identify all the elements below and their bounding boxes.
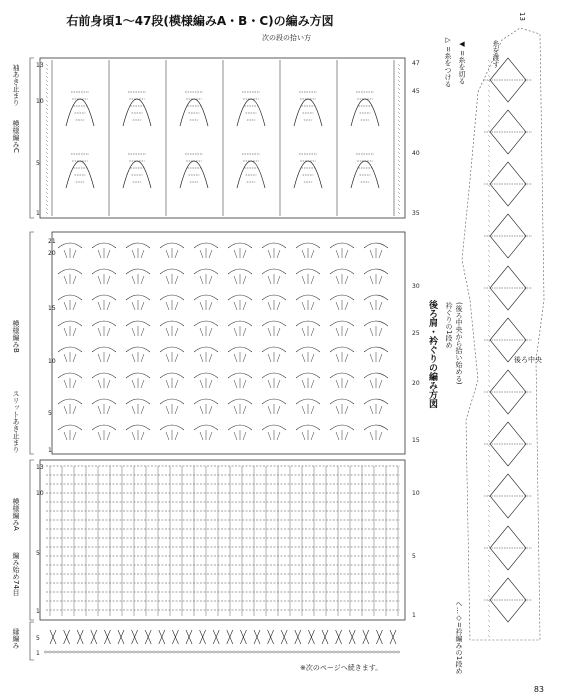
yoke-chain-mark xyxy=(488,350,490,352)
yoke-chain-mark xyxy=(488,370,490,372)
yoke-chain-mark xyxy=(488,410,490,412)
yoke-chain-mark xyxy=(488,405,490,407)
yoke-start-note: へ…◇=衿編みの1段め xyxy=(455,600,463,675)
yoke-chain-mark xyxy=(488,600,490,602)
yoke-chain-mark xyxy=(488,485,490,487)
yoke-chain-mark xyxy=(488,635,490,637)
yoke-chain-mark xyxy=(488,380,490,382)
yoke-chain-mark xyxy=(488,545,490,547)
row-number: 20 xyxy=(48,250,56,257)
page-title: 右前身頃1〜47段(模様編みA・B・C)の編み方図 xyxy=(66,14,334,28)
yoke-chain-mark xyxy=(488,195,490,197)
yoke-chain-mark xyxy=(488,340,490,342)
yoke-chain-mark xyxy=(488,515,490,517)
row-number: 1 xyxy=(36,608,40,615)
legend-join-yarn: ▷ =糸をつける xyxy=(444,36,452,88)
label-edging: 縁編み xyxy=(12,628,20,649)
yoke-chain-mark xyxy=(488,615,490,617)
yoke-chain-mark xyxy=(488,335,490,337)
yoke-chain-mark xyxy=(488,100,490,102)
yoke-chain-mark xyxy=(488,80,490,82)
yoke-chain-mark xyxy=(488,70,490,72)
yoke-chain-mark xyxy=(488,605,490,607)
yoke-chain-mark xyxy=(488,250,490,252)
yoke-chain-mark xyxy=(488,305,490,307)
yoke-chain-mark xyxy=(488,390,490,392)
yoke-chain-mark xyxy=(488,385,490,387)
yoke-chain-mark xyxy=(488,420,490,422)
row-number: 1 xyxy=(36,210,40,217)
yoke-chain-mark xyxy=(488,570,490,572)
yoke-chain-mark xyxy=(488,240,490,242)
yoke-chain-mark xyxy=(488,455,490,457)
yoke-chain-mark xyxy=(488,470,490,472)
yoke-chain-mark xyxy=(488,490,490,492)
yoke-chain-mark xyxy=(488,210,490,212)
yoke-chain-mark xyxy=(488,445,490,447)
row-number: 35 xyxy=(412,210,420,217)
yoke-yarn-label: 糸を渡す xyxy=(492,40,500,68)
yoke-chain-mark xyxy=(488,165,490,167)
yoke-chain-mark xyxy=(488,200,490,202)
yoke-chain-mark xyxy=(488,450,490,452)
row-number: 10 xyxy=(36,490,44,497)
row-number: 40 xyxy=(412,150,420,157)
yoke-chain-mark xyxy=(488,295,490,297)
yoke-chain-mark xyxy=(488,595,490,597)
yoke-chain-mark xyxy=(488,280,490,282)
yoke-row1-detail: (後ろ中央から拾い始める) xyxy=(455,302,463,385)
yoke-chain-mark xyxy=(488,440,490,442)
yoke-chain-mark xyxy=(488,75,490,77)
yoke-chain-mark xyxy=(488,170,490,172)
yoke-chain-mark xyxy=(488,360,490,362)
yoke-chain-mark xyxy=(488,315,490,317)
yoke-chain-mark xyxy=(488,395,490,397)
row-number: 15 xyxy=(48,305,56,312)
yoke-chain-mark xyxy=(488,190,490,192)
yoke-chain-mark xyxy=(488,255,490,257)
label-pattern-a: 模様編みA xyxy=(12,498,20,531)
yoke-chain-mark xyxy=(488,260,490,262)
yoke-chain-mark xyxy=(488,565,490,567)
yoke-chain-mark xyxy=(488,130,490,132)
yoke-chain-mark xyxy=(488,365,490,367)
yoke-chain-mark xyxy=(488,325,490,327)
row-number: 10 xyxy=(412,490,420,497)
yoke-chain-mark xyxy=(488,625,490,627)
yoke-chain-mark xyxy=(488,330,490,332)
yoke-chain-mark xyxy=(488,95,490,97)
label-sleeve-opening-stop: 袖あき止まり xyxy=(12,64,20,106)
yoke-chain-mark xyxy=(488,145,490,147)
row-number: 5 xyxy=(36,160,40,167)
yoke-chain-mark xyxy=(488,155,490,157)
row-number: 13 xyxy=(36,62,44,69)
yoke-chain-mark xyxy=(488,520,490,522)
yoke-chain-mark xyxy=(488,415,490,417)
yoke-chain-mark xyxy=(488,535,490,537)
footnote: ※次のページへ続きます。 xyxy=(300,664,383,672)
yoke-chain-mark xyxy=(488,355,490,357)
yoke-chain-mark xyxy=(488,180,490,182)
row-number: 10 xyxy=(36,98,44,105)
yoke-row1-note: 衿ぐりの1段め xyxy=(445,302,453,349)
row-number: 5 xyxy=(36,550,40,557)
yoke-chain-mark xyxy=(488,105,490,107)
yoke-chain-mark xyxy=(488,60,490,62)
label-pattern-c: 模様編みC xyxy=(12,120,20,153)
row-number: 15 xyxy=(412,437,420,444)
legend-cut-yarn: ◀ =糸を切る xyxy=(458,40,466,85)
yoke-chain-mark xyxy=(488,610,490,612)
label-slit-opening-stop: スリットあき止まり xyxy=(12,390,20,453)
yoke-chain-mark xyxy=(488,530,490,532)
yoke-chain-mark xyxy=(488,150,490,152)
yoke-chain-mark xyxy=(488,560,490,562)
row-number: 1 xyxy=(36,650,40,657)
yoke-chain-mark xyxy=(488,465,490,467)
yoke-chain-mark xyxy=(488,590,490,592)
row-number: 1 xyxy=(48,447,52,454)
row-number: 1 xyxy=(412,612,416,619)
yoke-chain-mark xyxy=(488,205,490,207)
row-number: 45 xyxy=(412,88,420,95)
yoke-chain-mark xyxy=(488,270,490,272)
yoke-chain-mark xyxy=(488,120,490,122)
row-number: 13 xyxy=(36,464,44,471)
yoke-chain-mark xyxy=(488,550,490,552)
yoke-chain-mark xyxy=(488,425,490,427)
yoke-chain-mark xyxy=(488,90,490,92)
yoke-chain-mark xyxy=(488,275,490,277)
yoke-chain-mark xyxy=(488,290,490,292)
yoke-chain-mark xyxy=(488,525,490,527)
yoke-chain-mark xyxy=(488,85,490,87)
label-pattern-b: 模様編みB xyxy=(12,320,20,353)
yoke-chain-mark xyxy=(488,580,490,582)
row-number: 47 xyxy=(412,60,420,67)
yoke-chain-mark xyxy=(488,135,490,137)
yoke-chain-mark xyxy=(488,460,490,462)
yoke-count: 13 xyxy=(518,12,526,21)
yoke-chain-mark xyxy=(488,430,490,432)
row-number: 5 xyxy=(412,553,416,560)
yoke-chain-mark xyxy=(488,630,490,632)
yoke-chain-mark xyxy=(488,555,490,557)
yoke-chain-mark xyxy=(488,220,490,222)
row-number: 5 xyxy=(36,635,40,642)
row-number: 5 xyxy=(48,410,52,417)
yoke-chain-mark xyxy=(488,225,490,227)
yoke-chain-mark xyxy=(488,230,490,232)
row-number: 20 xyxy=(412,380,420,387)
yoke-chain-mark xyxy=(488,160,490,162)
yoke-chain-mark xyxy=(488,320,490,322)
row-number: 30 xyxy=(412,283,420,290)
yoke-chain-mark xyxy=(488,620,490,622)
yoke-chain-mark xyxy=(488,115,490,117)
yoke-chain-mark xyxy=(488,475,490,477)
yoke-chain-mark xyxy=(488,310,490,312)
yoke-chain-mark xyxy=(488,500,490,502)
yoke-chain-mark xyxy=(488,245,490,247)
yoke-chain-mark xyxy=(488,185,490,187)
yoke-chain-mark xyxy=(488,265,490,267)
yoke-chain-mark xyxy=(488,285,490,287)
yoke-chain-mark xyxy=(488,345,490,347)
yoke-chain-mark xyxy=(488,540,490,542)
yoke-chain-mark xyxy=(488,585,490,587)
yoke-chain-mark xyxy=(488,505,490,507)
yoke-chain-mark xyxy=(488,480,490,482)
yoke-chain-mark xyxy=(488,575,490,577)
next-row-note: 次の段の拾い方 xyxy=(262,34,311,42)
row-number: 25 xyxy=(412,330,420,337)
yoke-chain-mark xyxy=(488,110,490,112)
back-yoke-title: 後ろ肩・衿ぐりの編み方図 xyxy=(427,300,437,408)
yoke-back-center: 後ろ中央 xyxy=(514,356,542,364)
yoke-chain-mark xyxy=(488,215,490,217)
yoke-chain-mark xyxy=(488,140,490,142)
yoke-chain-mark xyxy=(488,125,490,127)
yoke-chain-mark xyxy=(488,175,490,177)
yoke-chain-mark xyxy=(488,400,490,402)
yoke-chain-mark xyxy=(488,300,490,302)
label-foundation: 編み始め74目 xyxy=(12,552,20,596)
yoke-chain-mark xyxy=(488,435,490,437)
row-number: 10 xyxy=(48,358,56,365)
row-number: 21 xyxy=(48,238,56,245)
yoke-chain-mark xyxy=(488,510,490,512)
page-number: 83 xyxy=(533,685,544,694)
yoke-chain-mark xyxy=(488,375,490,377)
